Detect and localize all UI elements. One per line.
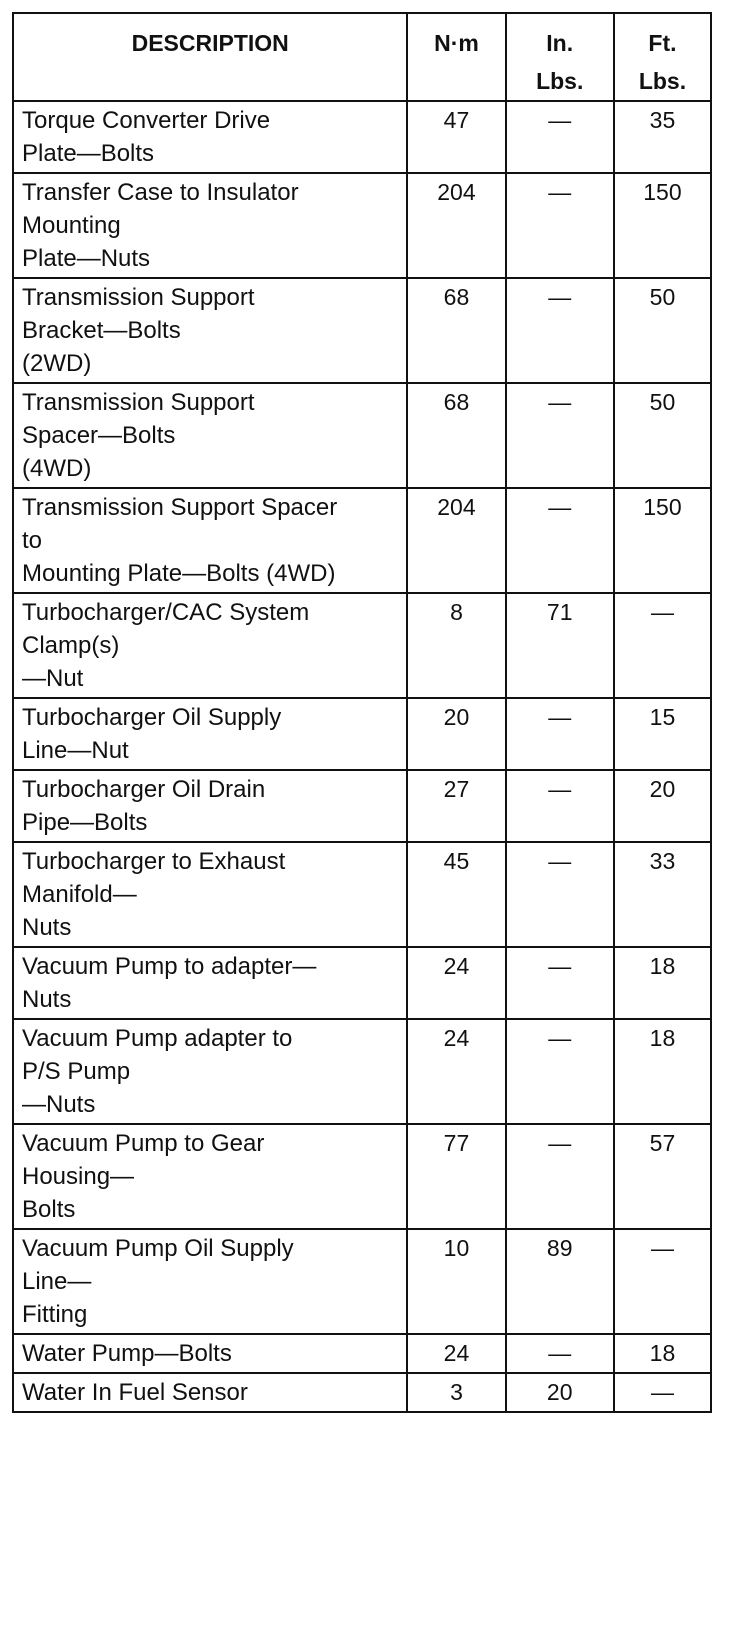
nm-value-cell: 68 xyxy=(407,383,505,488)
nm-value-cell: 47 xyxy=(407,101,505,173)
description-line: Turbocharger/CAC System xyxy=(22,599,310,626)
in-lbs-value-cell: — xyxy=(506,1334,614,1373)
description-line: Vacuum Pump to Gear xyxy=(22,1130,265,1157)
description-cell xyxy=(13,770,407,842)
description-line: Nuts xyxy=(22,914,72,941)
nm-value-cell: 3 xyxy=(407,1373,505,1412)
table-row xyxy=(13,1019,711,1124)
description-line: —Nut xyxy=(22,665,84,692)
description-cell xyxy=(13,842,407,947)
description-line: Water Pump—Bolts xyxy=(22,1340,232,1367)
nm-value-cell: 77 xyxy=(407,1124,505,1229)
table-row xyxy=(13,1373,711,1412)
table-row xyxy=(13,383,711,488)
description-line: —Nuts xyxy=(22,1091,96,1118)
description-line: (4WD) xyxy=(22,455,92,482)
description-cell xyxy=(13,1373,407,1412)
table-row xyxy=(13,278,711,383)
table-row xyxy=(13,1229,711,1334)
description-cell xyxy=(13,101,407,173)
nm-value-cell: 204 xyxy=(407,173,505,278)
in-lbs-value-cell: — xyxy=(506,278,614,383)
description-line: Vacuum Pump to adapter— xyxy=(22,953,317,980)
description-line: Housing— xyxy=(22,1163,135,1190)
nm-value-cell: 24 xyxy=(407,1334,505,1373)
description-line: Clamp(s) xyxy=(22,632,120,659)
description-line: Transmission Support xyxy=(22,284,255,311)
header-ft-lbs: Ft. Lbs. xyxy=(614,13,711,101)
nm-value-cell: 68 xyxy=(407,278,505,383)
description-cell xyxy=(13,1019,407,1124)
description-line: Vacuum Pump Oil Supply xyxy=(22,1235,294,1262)
ft-lbs-value-cell: 150 xyxy=(614,488,711,593)
description-line: Mounting xyxy=(22,212,121,239)
description-cell xyxy=(13,947,407,1019)
header-description: DESCRIPTION xyxy=(13,13,407,101)
description-cell xyxy=(13,1229,407,1334)
description-line: Vacuum Pump adapter to xyxy=(22,1025,293,1052)
nm-value-cell: 27 xyxy=(407,770,505,842)
ft-lbs-value-cell: 33 xyxy=(614,842,711,947)
table-row xyxy=(13,1124,711,1229)
in-lbs-value-cell: 89 xyxy=(506,1229,614,1334)
description-line: Line— xyxy=(22,1268,92,1295)
nm-value-cell: 8 xyxy=(407,593,505,698)
ft-lbs-value-cell: 18 xyxy=(614,947,711,1019)
description-line: Bolts xyxy=(22,1196,76,1223)
description-line: Plate—Bolts xyxy=(22,140,155,167)
description-line: Mounting Plate—Bolts (4WD) xyxy=(22,560,336,587)
description-line: Turbocharger Oil Drain xyxy=(22,776,266,803)
description-line: Spacer—Bolts xyxy=(22,422,176,449)
in-lbs-value-cell: — xyxy=(506,101,614,173)
description-cell xyxy=(13,593,407,698)
ft-lbs-value-cell: 15 xyxy=(614,698,711,770)
ft-lbs-value-cell: — xyxy=(614,593,711,698)
description-line: Nuts xyxy=(22,986,72,1013)
ft-lbs-value-cell: — xyxy=(614,1373,711,1412)
ft-lbs-value-cell: 50 xyxy=(614,383,711,488)
table-row xyxy=(13,698,711,770)
torque-spec-table xyxy=(12,12,712,1413)
ft-lbs-value-cell: 57 xyxy=(614,1124,711,1229)
header-nm: N·m xyxy=(407,13,505,101)
in-lbs-value-cell: — xyxy=(506,383,614,488)
table-row xyxy=(13,488,711,593)
nm-value-cell: 24 xyxy=(407,1019,505,1124)
table-row xyxy=(13,1334,711,1373)
table-row xyxy=(13,770,711,842)
table-row xyxy=(13,947,711,1019)
description-line: Pipe—Bolts xyxy=(22,809,148,836)
nm-value-cell: 24 xyxy=(407,947,505,1019)
description-line: (2WD) xyxy=(22,350,92,377)
table-row xyxy=(13,842,711,947)
in-lbs-value-cell: 20 xyxy=(506,1373,614,1412)
in-lbs-value-cell: — xyxy=(506,698,614,770)
in-lbs-value-cell: — xyxy=(506,947,614,1019)
in-lbs-value-cell: — xyxy=(506,770,614,842)
nm-value-cell: 10 xyxy=(407,1229,505,1334)
header-row xyxy=(13,13,711,101)
in-lbs-value-cell: — xyxy=(506,1124,614,1229)
description-cell xyxy=(13,278,407,383)
ft-lbs-value-cell: — xyxy=(614,1229,711,1334)
description-line: Torque Converter Drive xyxy=(22,107,271,134)
in-lbs-value-cell: — xyxy=(506,842,614,947)
description-line: Bracket—Bolts xyxy=(22,317,181,344)
in-lbs-value-cell: — xyxy=(506,488,614,593)
table-body xyxy=(13,101,711,1412)
table-row xyxy=(13,101,711,173)
nm-value-cell: 204 xyxy=(407,488,505,593)
description-cell xyxy=(13,698,407,770)
table-row xyxy=(13,593,711,698)
description-cell xyxy=(13,383,407,488)
ft-lbs-value-cell: 50 xyxy=(614,278,711,383)
ft-lbs-value-cell: 18 xyxy=(614,1019,711,1124)
nm-value-cell: 45 xyxy=(407,842,505,947)
table-row xyxy=(13,173,711,278)
description-line: Transmission Support xyxy=(22,389,255,416)
description-line: Turbocharger Oil Supply xyxy=(22,704,282,731)
ft-lbs-value-cell: 35 xyxy=(614,101,711,173)
description-cell xyxy=(13,1124,407,1229)
in-lbs-value-cell: 71 xyxy=(506,593,614,698)
description-line: Manifold— xyxy=(22,881,137,908)
description-line: to xyxy=(22,527,43,554)
description-line: Water In Fuel Sensor xyxy=(22,1379,248,1406)
nm-value-cell: 20 xyxy=(407,698,505,770)
description-line: Line—Nut xyxy=(22,737,129,764)
in-lbs-value-cell: — xyxy=(506,173,614,278)
ft-lbs-value-cell: 20 xyxy=(614,770,711,842)
description-cell xyxy=(13,488,407,593)
header-in-lbs: In. Lbs. xyxy=(506,13,614,101)
description-cell xyxy=(13,173,407,278)
description-line: P/S Pump xyxy=(22,1058,131,1085)
description-line: Transfer Case to Insulator xyxy=(22,179,299,206)
description-line: Turbocharger to Exhaust xyxy=(22,848,286,875)
description-line: Transmission Support Spacer xyxy=(22,494,338,521)
description-line: Plate—Nuts xyxy=(22,245,151,272)
in-lbs-value-cell: — xyxy=(506,1019,614,1124)
ft-lbs-value-cell: 150 xyxy=(614,173,711,278)
ft-lbs-value-cell: 18 xyxy=(614,1334,711,1373)
description-line: Fitting xyxy=(22,1301,88,1328)
description-cell xyxy=(13,1334,407,1373)
